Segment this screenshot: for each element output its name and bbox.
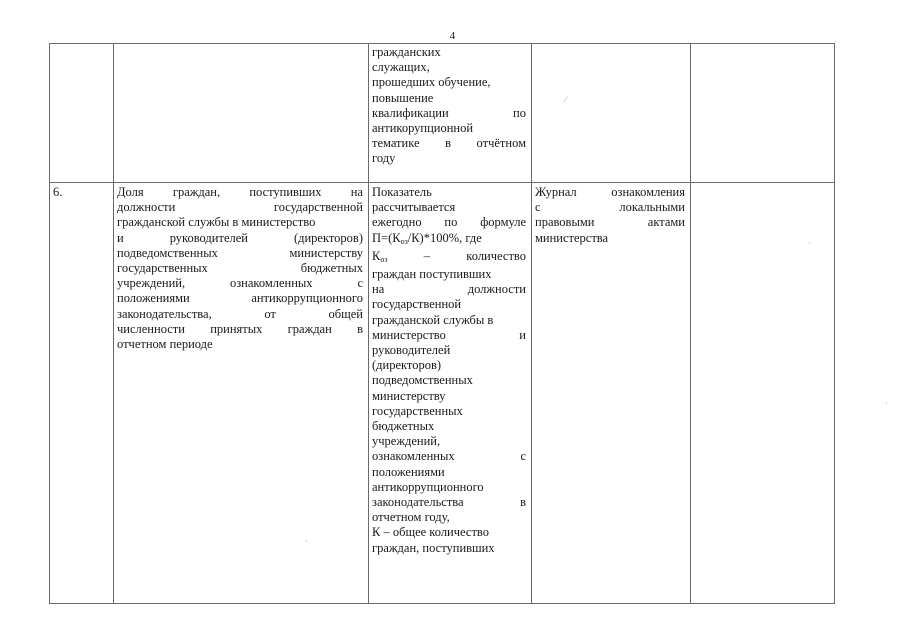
word: рассчитывается	[372, 200, 456, 215]
scan-speck: ⁄	[565, 95, 567, 104]
text-line	[372, 200, 526, 215]
word: Доля	[117, 185, 144, 199]
text-line: году	[372, 151, 396, 166]
text-line: антикоррупционного	[372, 479, 484, 494]
text-line: положениями	[372, 464, 445, 479]
text-line	[117, 215, 363, 230]
word: актами	[647, 215, 685, 230]
word: должности	[117, 200, 176, 215]
text-line	[535, 200, 685, 215]
text-line: руководителей	[372, 343, 451, 358]
word: общей	[328, 306, 363, 321]
text-line	[117, 291, 363, 306]
column-divider-4	[690, 43, 691, 604]
text-line	[117, 231, 363, 246]
text-line: служащих,	[372, 60, 430, 75]
table-border-left	[49, 43, 50, 604]
text-line	[117, 246, 363, 261]
word: антикоррупционного	[251, 291, 363, 306]
word: локальными	[619, 200, 685, 215]
word: численности	[117, 321, 185, 336]
word: тематике	[372, 136, 420, 151]
word: в	[445, 136, 451, 151]
text-line: отчетном периоде	[117, 337, 213, 352]
word: министерству	[289, 245, 363, 260]
table-border-top	[49, 43, 835, 44]
word: по	[444, 215, 458, 230]
text-line: гражданских	[372, 45, 441, 59]
text-line: Показатель	[372, 185, 432, 199]
text-line	[372, 449, 526, 464]
word: ознакомленных	[372, 449, 455, 464]
page-number: 4	[449, 30, 456, 42]
word: должности	[467, 282, 526, 297]
word: положениями	[117, 291, 190, 306]
word: Журнал	[535, 185, 577, 199]
word: на	[350, 185, 363, 199]
word: ознакомленных	[229, 276, 313, 291]
word: законодательства	[372, 495, 464, 510]
scan-speck: ·	[305, 537, 308, 546]
data-source-cell	[535, 185, 685, 246]
word: с	[520, 449, 526, 464]
text-line	[372, 215, 526, 230]
text-line: министерству	[372, 388, 446, 403]
column-divider-1	[113, 43, 114, 604]
table-border-bottom	[49, 603, 835, 604]
word: правовыми	[535, 215, 595, 230]
text-line	[117, 261, 363, 276]
word: с	[535, 200, 541, 215]
text-line	[117, 276, 363, 291]
word: ежегодно	[372, 215, 422, 230]
row-number: 6.	[53, 185, 63, 199]
text-line	[117, 200, 363, 215]
word: с	[357, 276, 363, 291]
k-rest: количество	[466, 248, 526, 263]
word: граждан	[287, 321, 332, 336]
text-line	[117, 185, 363, 200]
word: поступивших	[249, 185, 322, 199]
word: формуле	[480, 215, 526, 230]
word: руководителей	[169, 230, 248, 245]
formula-prefix: П=(К	[372, 230, 401, 245]
text-line	[372, 495, 526, 510]
word: по	[513, 105, 526, 120]
text-line: гражданской службы в	[372, 312, 494, 327]
k-oz-definition-line	[372, 249, 526, 267]
text-line: государственной	[372, 297, 462, 312]
text-line	[372, 282, 526, 297]
text-line: прошедших обучение,	[372, 75, 491, 90]
text-line	[372, 136, 526, 151]
table-border-right	[834, 43, 835, 604]
text-line: граждан, поступивших	[372, 540, 495, 555]
word: отчётном	[476, 136, 526, 151]
text-line: министерства	[535, 230, 609, 245]
text-line: бюджетных	[372, 419, 435, 434]
word: от	[264, 306, 276, 321]
k-subscript: оз	[380, 254, 388, 264]
indicator-description-cell	[117, 185, 363, 352]
text-line: подведомственных	[372, 373, 473, 388]
word: министерство	[372, 327, 446, 342]
k-oz-symbol	[372, 249, 388, 267]
word: на	[372, 282, 385, 297]
word: учреждений,	[117, 276, 186, 291]
text-line: (директоров)	[372, 358, 442, 373]
row-separator	[49, 182, 835, 183]
word: граждан,	[172, 185, 221, 199]
column-divider-2	[368, 43, 369, 604]
text-line: К – общее количество	[372, 525, 489, 540]
text-line: повышение	[372, 90, 434, 105]
text-line	[372, 328, 526, 343]
continued-calc-cell	[372, 45, 526, 167]
k-symbol: К	[372, 248, 381, 263]
word: государственных	[117, 261, 208, 276]
word: и	[519, 327, 526, 342]
text-line	[117, 307, 363, 322]
text-line	[535, 215, 685, 230]
calculation-method-cell	[372, 185, 526, 556]
word: ознакомления	[611, 185, 685, 199]
text-line	[372, 106, 526, 121]
text-line: учреждений,	[372, 434, 441, 449]
text-line	[117, 322, 363, 337]
word: государственной	[273, 200, 363, 215]
word: и	[117, 230, 124, 245]
formula-line	[372, 231, 526, 249]
word: в	[357, 321, 363, 336]
word: подведомственных	[117, 245, 218, 260]
text-line: отчетном году,	[372, 510, 450, 525]
word: в	[520, 495, 526, 510]
scan-speck: ·	[885, 399, 888, 408]
word: принятых	[210, 321, 263, 336]
word: квалификации	[372, 105, 449, 120]
word: гражданской службы в министерство	[117, 215, 316, 230]
k-dash: –	[423, 248, 431, 263]
column-divider-3	[531, 43, 532, 604]
scan-speck: ·	[808, 239, 811, 248]
word: законодательства,	[117, 306, 212, 321]
formula-subscript: оз	[400, 236, 408, 246]
word: антикорупционной	[372, 121, 474, 136]
word: (директоров)	[293, 230, 363, 245]
text-line	[535, 185, 685, 200]
text-line	[372, 121, 526, 136]
text-line: государственных	[372, 403, 463, 418]
text-line: граждан поступивших	[372, 267, 492, 282]
formula-suffix: /К)*100%, где	[407, 230, 482, 245]
word: бюджетных	[300, 261, 363, 276]
